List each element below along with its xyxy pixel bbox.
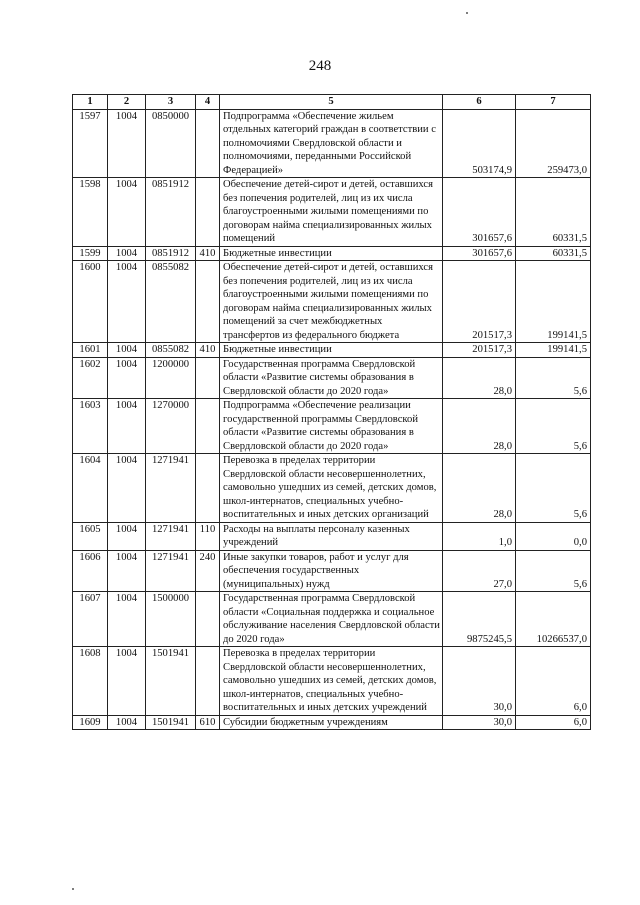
expense-type — [196, 592, 220, 647]
expense-type: 410 — [196, 343, 220, 358]
budget-table — [72, 94, 591, 730]
description: Государственная программа Свердловской области «Социальная поддержка и социальное обслуживание населения Свердловской области до 2020 года» — [220, 592, 443, 647]
header-cell: 1 — [73, 95, 108, 110]
amount-col7: 0,0 — [516, 522, 591, 550]
row-number: 1599 — [73, 246, 108, 261]
table-row — [73, 178, 591, 247]
expense-type — [196, 647, 220, 716]
target-code: 1200000 — [146, 357, 196, 399]
amount-col7: 259473,0 — [516, 109, 591, 178]
table-row — [73, 399, 591, 454]
section-code: 1004 — [108, 550, 146, 592]
expense-type: 110 — [196, 522, 220, 550]
page-number: 248 — [308, 58, 332, 74]
expense-type: 410 — [196, 246, 220, 261]
expense-type — [196, 357, 220, 399]
section-code: 1004 — [108, 246, 146, 261]
section-code: 1004 — [108, 592, 146, 647]
amount-col7: 6,0 — [516, 715, 591, 730]
target-code: 0850000 — [146, 109, 196, 178]
description: Перевозка в пределах территории Свердловской области несовершеннолетних, самовольно ушедших из семей, детских домов, школ-интернатов, специальных учебно-воспитательных и иных детских учреждений — [220, 647, 443, 716]
amount-col7: 199141,5 — [516, 261, 591, 343]
section-code: 1004 — [108, 109, 146, 178]
amount-col6: 28,0 — [443, 454, 516, 523]
target-code: 1271941 — [146, 550, 196, 592]
row-number: 1600 — [73, 261, 108, 343]
target-code: 1501941 — [146, 647, 196, 716]
table-row — [73, 343, 591, 358]
description: Подпрограмма «Обеспечение жильем отдельных категорий граждан в соответствии с полномочиями Свердловской области и полномочиями, переданными Российской Федерацией» — [220, 109, 443, 178]
table-row — [73, 454, 591, 523]
table-row — [73, 109, 591, 178]
table-row — [73, 647, 591, 716]
row-number: 1609 — [73, 715, 108, 730]
amount-col7: 5,6 — [516, 454, 591, 523]
table-row — [73, 357, 591, 399]
amount-col7: 6,0 — [516, 647, 591, 716]
row-number: 1603 — [73, 399, 108, 454]
target-code: 1271941 — [146, 454, 196, 523]
target-code: 0851912 — [146, 178, 196, 247]
amount-col6: 1,0 — [443, 522, 516, 550]
expense-type — [196, 399, 220, 454]
amount-col6: 201517,3 — [443, 343, 516, 358]
section-code: 1004 — [108, 715, 146, 730]
target-code: 1501941 — [146, 715, 196, 730]
table-row — [73, 592, 591, 647]
description: Иные закупки товаров, работ и услуг для обеспечения государственных (муниципальных) нужд — [220, 550, 443, 592]
description: Субсидии бюджетным учреждениям — [220, 715, 443, 730]
row-number: 1602 — [73, 357, 108, 399]
description: Перевозка в пределах территории Свердловской области несовершеннолетних, самовольно ушедших из семей, детских домов, школ-интернатов, специальных учебно-воспитательных и иных детских организаций — [220, 454, 443, 523]
header-cell: 7 — [516, 95, 591, 110]
description: Подпрограмма «Обеспечение реализации государственной программы Свердловской области «Развитие системы образования в Свердловской области до 2020 года» — [220, 399, 443, 454]
header-cell: 2 — [108, 95, 146, 110]
amount-col6: 9875245,5 — [443, 592, 516, 647]
row-number: 1601 — [73, 343, 108, 358]
description: Бюджетные инвестиции — [220, 343, 443, 358]
description: Государственная программа Свердловской области «Развитие системы образования в Свердловской области до 2020 года» — [220, 357, 443, 399]
amount-col7: 60331,5 — [516, 246, 591, 261]
scan-speck — [466, 12, 468, 14]
target-code: 1271941 — [146, 522, 196, 550]
row-number: 1607 — [73, 592, 108, 647]
section-code: 1004 — [108, 343, 146, 358]
section-code: 1004 — [108, 178, 146, 247]
table-row — [73, 550, 591, 592]
table-row — [73, 522, 591, 550]
amount-col6: 301657,6 — [443, 178, 516, 247]
header-cell: 5 — [220, 95, 443, 110]
amount-col7: 5,6 — [516, 357, 591, 399]
expense-type — [196, 178, 220, 247]
row-number: 1606 — [73, 550, 108, 592]
row-number: 1604 — [73, 454, 108, 523]
amount-col6: 30,0 — [443, 715, 516, 730]
scan-speck — [72, 888, 74, 890]
target-code: 1500000 — [146, 592, 196, 647]
section-code: 1004 — [108, 647, 146, 716]
section-code: 1004 — [108, 261, 146, 343]
expense-type: 240 — [196, 550, 220, 592]
header-cell: 6 — [443, 95, 516, 110]
amount-col6: 201517,3 — [443, 261, 516, 343]
description: Расходы на выплаты персоналу казенных учреждений — [220, 522, 443, 550]
header-row — [73, 95, 591, 110]
section-code: 1004 — [108, 399, 146, 454]
amount-col7: 199141,5 — [516, 343, 591, 358]
expense-type — [196, 109, 220, 178]
target-code: 0855082 — [146, 343, 196, 358]
amount-col7: 60331,5 — [516, 178, 591, 247]
amount-col7: 5,6 — [516, 399, 591, 454]
amount-col6: 301657,6 — [443, 246, 516, 261]
description: Обеспечение детей-сирот и детей, оставшихся без попечения родителей, лиц из их числа благоустроенными жилыми помещениями по договорам найма специализированных жилых помещений — [220, 178, 443, 247]
section-code: 1004 — [108, 357, 146, 399]
amount-col6: 28,0 — [443, 357, 516, 399]
target-code: 0851912 — [146, 246, 196, 261]
amount-col6: 503174,9 — [443, 109, 516, 178]
row-number: 1597 — [73, 109, 108, 178]
row-number: 1605 — [73, 522, 108, 550]
description: Обеспечение детей-сирот и детей, оставшихся без попечения родителей, лиц из их числа благоустроенными жилыми помещениями по договорам найма специализированных жилых помещений за счет межбюджетных трансфертов из федерального бюджета — [220, 261, 443, 343]
expense-type: 610 — [196, 715, 220, 730]
header-cell: 3 — [146, 95, 196, 110]
header-cell: 4 — [196, 95, 220, 110]
amount-col6: 27,0 — [443, 550, 516, 592]
amount-col6: 28,0 — [443, 399, 516, 454]
amount-col7: 5,6 — [516, 550, 591, 592]
table-row — [73, 246, 591, 261]
description: Бюджетные инвестиции — [220, 246, 443, 261]
amount-col7: 10266537,0 — [516, 592, 591, 647]
target-code: 0855082 — [146, 261, 196, 343]
table-row — [73, 261, 591, 343]
amount-col6: 30,0 — [443, 647, 516, 716]
row-number: 1598 — [73, 178, 108, 247]
section-code: 1004 — [108, 454, 146, 523]
row-number: 1608 — [73, 647, 108, 716]
expense-type — [196, 261, 220, 343]
expense-type — [196, 454, 220, 523]
target-code: 1270000 — [146, 399, 196, 454]
table-row — [73, 715, 591, 730]
section-code: 1004 — [108, 522, 146, 550]
